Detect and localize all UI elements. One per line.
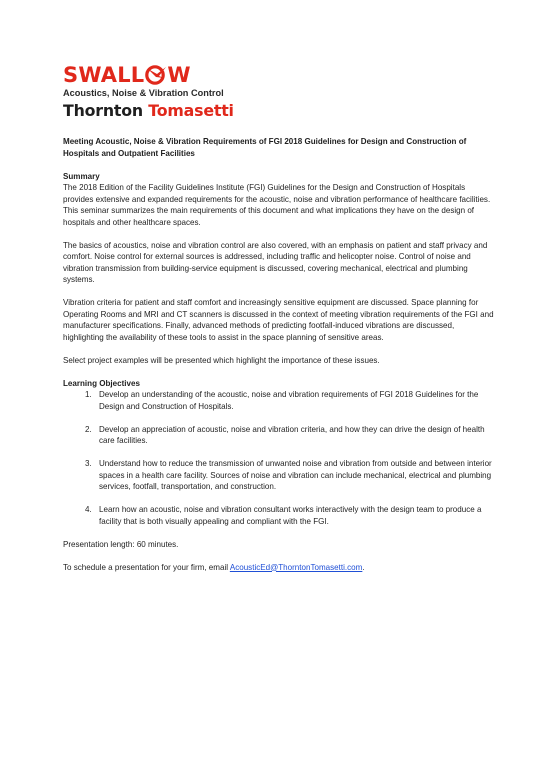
list-item-number: 3. [85,459,92,468]
swallow-wordmark-left: SWALL [63,63,145,87]
swallow-bird-icon [145,65,167,85]
logo-subtitle: Acoustics, Noise & Vibration Control [63,88,224,98]
list-item [63,424,495,447]
schedule-line [63,562,495,574]
document-body [63,136,495,573]
swallow-logo [63,64,303,86]
list-item-text: Understand how to reduce the transmission of unwanted noise and vibration from outside and between interior spaces in a health care facility. Sources of noise and vibration can include mechanical, electrical and plumbing services, footfall, transportation, and construction. [99,459,492,491]
company-logo [63,64,303,120]
list-item [63,458,495,493]
presentation-length: Presentation length: 60 minutes. [63,539,179,549]
list-item [63,504,495,527]
summary-heading: Summary [63,171,100,181]
list-item-text: Develop an understanding of the acoustic, noise and vibration requirements of FGI 2018 Guidelines for the Design and Construction of Hospitals. [99,390,479,411]
brand-name-part1: Thornton [63,101,143,120]
contact-email-link[interactable]: AcousticEd@ThorntonTomasetti.com [229,562,363,572]
schedule-suffix: . [362,562,365,572]
brand-name-part2: Tomasetti [148,101,234,120]
summary-paragraph: Vibration criteria for patient and staff comfort and increasingly sensitive equipment are discussed. Space planning for Operating Rooms and MRI and CT scanners is discussed in the context of meeting vibration requirements of the FGI and manufacturer specifications. Finally, advanced methods of predicting footfall-induced vibrations are discussed, highlighting the availability of these tools to assist in the space planning of sensitive areas. [63,298,494,342]
swallow-wordmark-right: W [167,63,191,87]
list-item [63,389,495,412]
list-item-number: 4. [85,505,92,514]
summary-paragraph: Select project examples will be presented which highlight the importance of these issues. [63,355,380,365]
objectives-heading: Learning Objectives [63,378,140,388]
schedule-prefix: To schedule a presentation for your firm, email [63,562,230,572]
summary-paragraph: The basics of acoustics, noise and vibration control are also covered, with an emphasis on patient and staff privacy and comfort. Noise control for external sources is addressed, including traffic and helicopter noise. Control of noise and vibration transmission from building-service equipment is discussed, covering mechanical, electrical and plumbing systems. [63,240,488,284]
list-item-number: 2. [85,424,92,434]
list-item-text: Develop an appreciation of acoustic, noise and vibration criteria, and how they can drive the design of health care facilities. [99,424,485,445]
summary-paragraph: The 2018 Edition of the Facility Guidelines Institute (FGI) Guidelines for the Design and Construction of Hospitals provides extensive and expanded requirements for the acoustic, noise and vibration performance of healthcare facilities. This seminar summarizes the main requirements of this document and what implications they have on the design of hospitals and other healthcare spaces. [63,183,491,227]
brand-name [63,101,303,120]
document-title: Meeting Acoustic, Noise & Vibration Requirements of FGI 2018 Guidelines for Design and Construction of Hospitals and Outpatient Facilities [63,137,467,158]
objectives-list [63,389,495,527]
list-item-number: 1. [85,390,92,399]
list-item-text: Learn how an acoustic, noise and vibration consultant works interactively with the design team to produce a facility that is both visually appealing and compliant with the FGI. [99,505,482,526]
